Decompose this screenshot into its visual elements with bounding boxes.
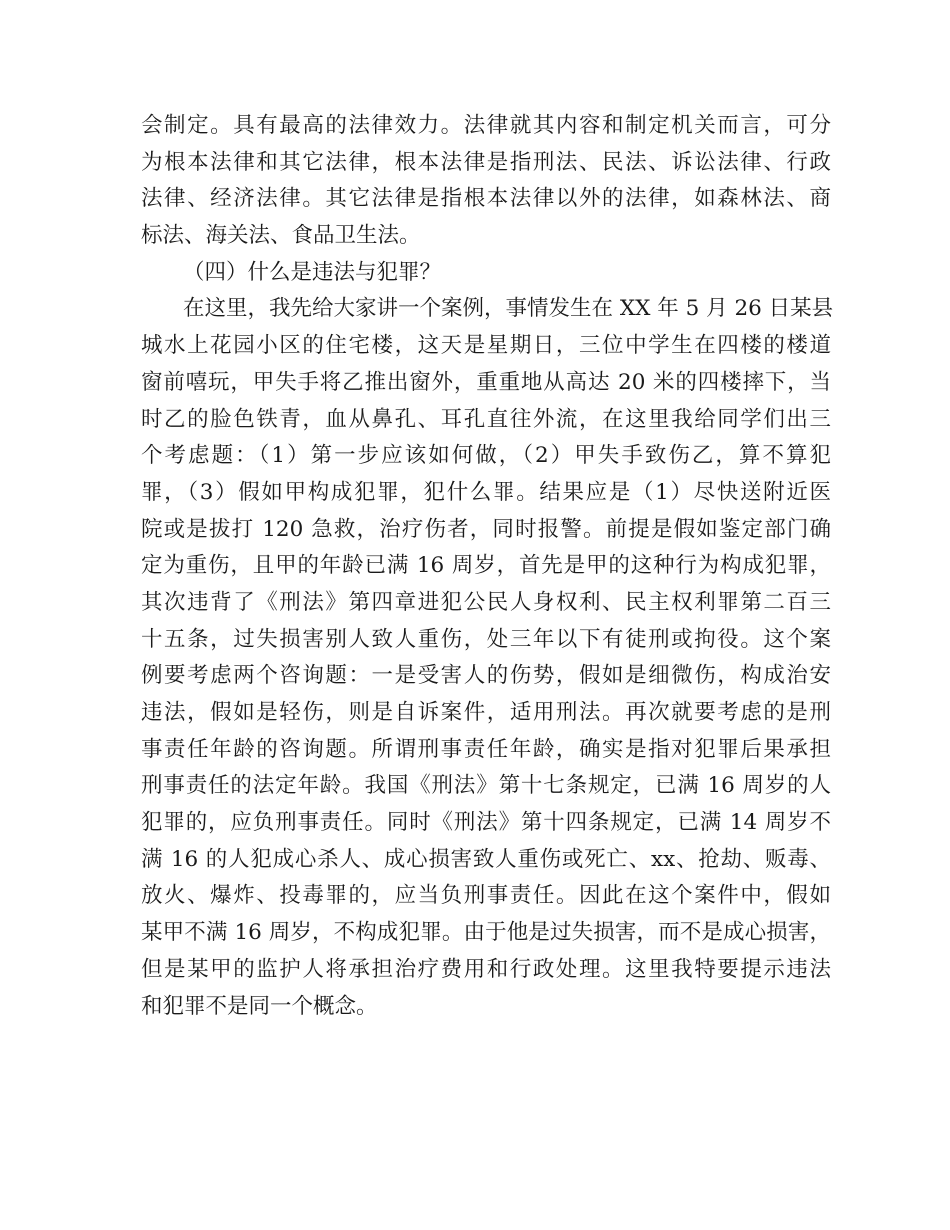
text-line: 放火、爆炸、投毒罪的，应当负刑事责任。因此在这个案件中，假如 bbox=[141, 883, 831, 909]
text-line: 会制定。具有最高的法律效力。法律就其内容和制定机关而言，可分 bbox=[141, 113, 831, 138]
text-line: 个考虑题：（1）第一步应该如何做，（2）甲失手致伤乙，算不算犯 bbox=[141, 443, 831, 469]
text-line: 其次违背了《刑法》第四章进犯公民人身权利、民主权利罪第二百三 bbox=[141, 589, 831, 615]
text-line: 法律、经济法律。其它法律是指根本法律以外的法律，如森林法、商 bbox=[141, 186, 831, 212]
text-line: 标法、海关法、食品卫生法。 bbox=[141, 223, 421, 249]
text-line: 事责任年龄的咨询题。所谓刑事责任年龄，确实是指对犯罪后果承担 bbox=[141, 736, 831, 762]
text-line: 在这里，我先给大家讲一个案例，事情发生在 XX 年 5 月 26 日某县 bbox=[183, 296, 834, 322]
text-line: 刑事责任的法定年龄。我国《刑法》第十七条规定，已满 16 周岁的人 bbox=[141, 773, 831, 799]
text-line: 违法，假如是轻伤，则是自诉案件，适用刑法。再次就要考虑的是刑 bbox=[141, 700, 831, 725]
text-line: 为根本法律和其它法律，根本法律是指刑法、民法、诉讼法律、行政 bbox=[141, 149, 831, 175]
text-line: 满 16 的人犯成心杀人、成心损害致人重伤或死亡、xx、抢劫、贩毒、 bbox=[141, 846, 831, 872]
text-line: 城水上花园小区的住宅楼，这天是星期日，三位中学生在四楼的楼道 bbox=[141, 333, 831, 359]
text-line: 窗前嘻玩，甲失手将乙推出窗外，重重地从高达 20 米的四楼摔下，当 bbox=[141, 369, 831, 395]
text-line: 罪，（3）假如甲构成犯罪，犯什么罪。结果应是（1）尽快送附近医 bbox=[141, 479, 831, 505]
text-line: 院或是拔打 120 急救，治疗伤者，同时报警。前提是假如鉴定部门确 bbox=[141, 516, 831, 542]
text-line: 和犯罪不是同一个概念。 bbox=[141, 993, 378, 1019]
text-line: 十五条，过失损害别人致人重伤，处三年以下有徒刑或拘役。这个案 bbox=[141, 626, 831, 652]
text-line: 例要考虑两个咨询题：一是受害人的伤势，假如是细微伤，构成治安 bbox=[141, 663, 831, 689]
section-heading: （四）什么是违法与犯罪？ bbox=[183, 259, 442, 285]
document-body bbox=[141, 108, 834, 1025]
text-line: 时乙的脸色铁青，血从鼻孔、耳孔直往外流，在这里我给同学们出三 bbox=[141, 406, 831, 432]
text-line: 某甲不满 16 周岁，不构成犯罪。由于他是过失损害，而不是成心损害， bbox=[141, 920, 831, 946]
text-line: 犯罪的，应负刑事责任。同时《刑法》第十四条规定，已满 14 周岁不 bbox=[141, 810, 831, 836]
text-line: 定为重伤，且甲的年龄已满 16 周岁，首先是甲的这种行为构成犯罪， bbox=[141, 553, 831, 579]
text-line: 但是某甲的监护人将承担治疗费用和行政处理。这里我特要提示违法 bbox=[141, 956, 831, 982]
